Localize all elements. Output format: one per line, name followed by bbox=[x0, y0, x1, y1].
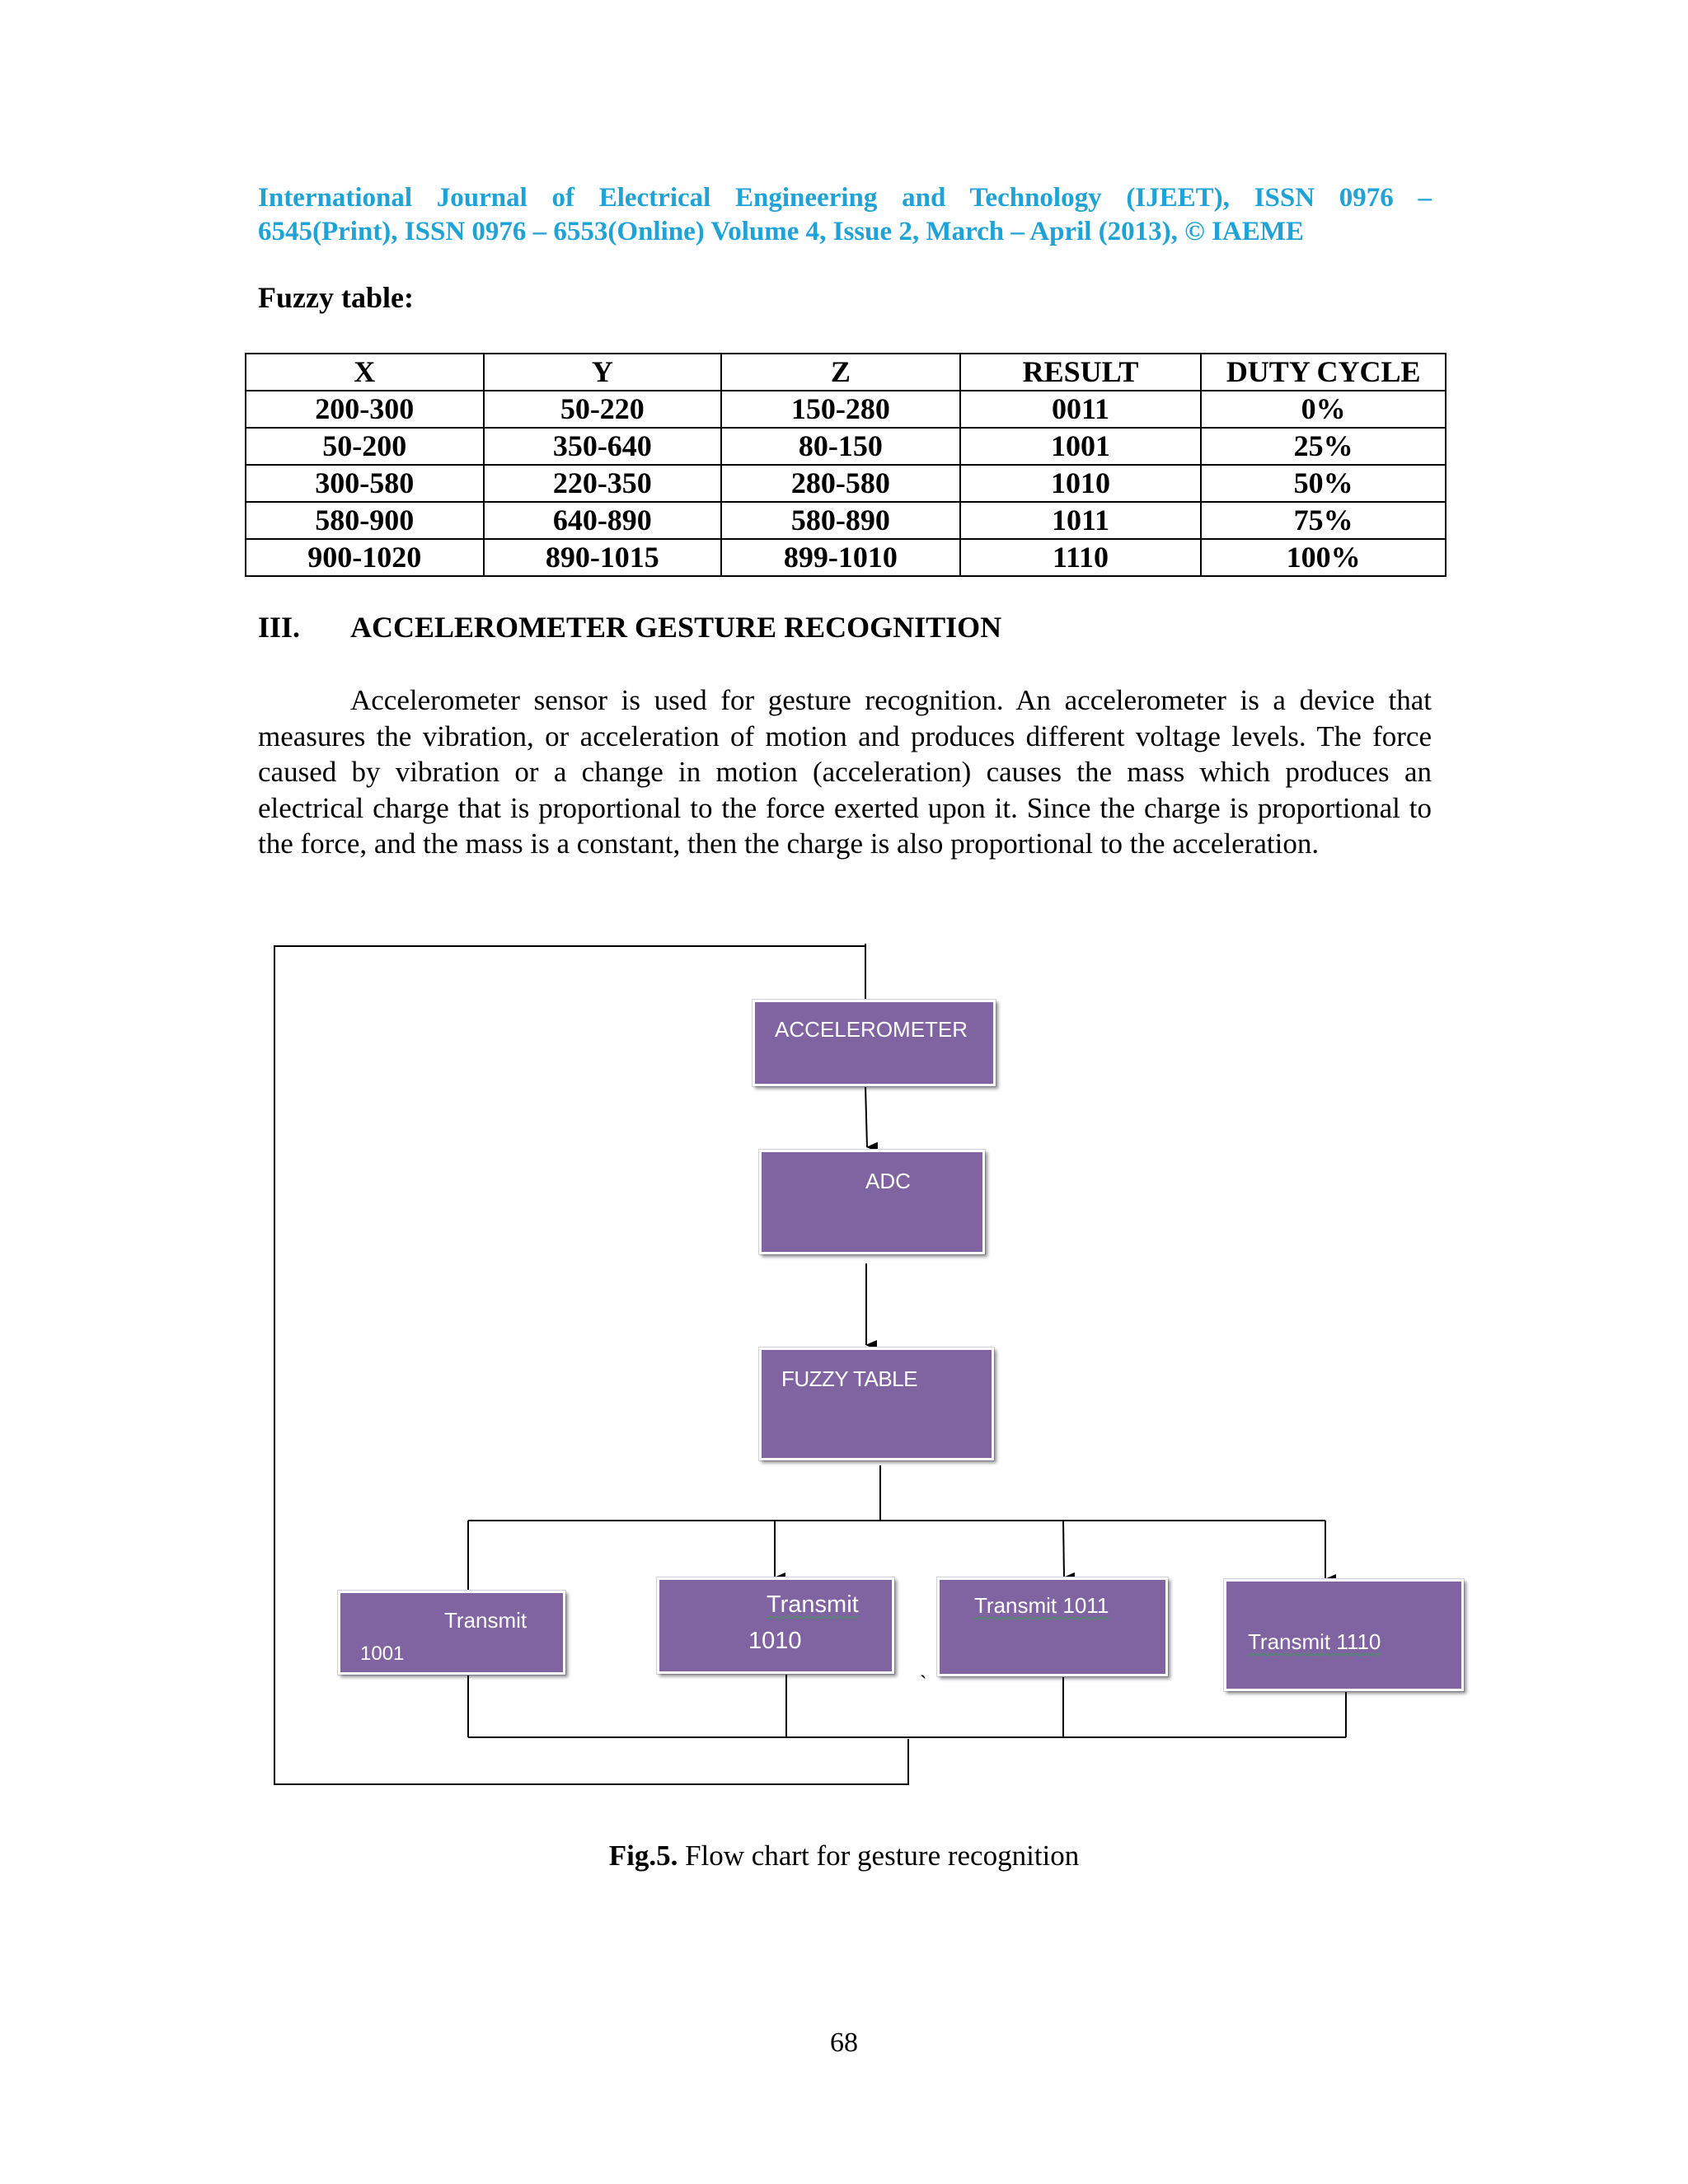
fuzzy-table-label: FUZZY TABLE bbox=[781, 1366, 917, 1391]
col-header-y: Y bbox=[484, 354, 722, 391]
table-cell: 100% bbox=[1201, 539, 1446, 576]
table-cell: 75% bbox=[1201, 502, 1446, 539]
table-row bbox=[246, 428, 1446, 465]
fuzzy-table bbox=[245, 353, 1447, 577]
transmit-1001-label-bottom: 1001 bbox=[360, 1643, 405, 1665]
page-number: 68 bbox=[830, 2027, 858, 2058]
table-row bbox=[246, 391, 1446, 428]
table-cell: 1011 bbox=[960, 502, 1202, 539]
arrow-accel-to-adc bbox=[865, 1086, 867, 1147]
table-cell: 1001 bbox=[960, 428, 1202, 465]
transmit-1110-box bbox=[1224, 1579, 1464, 1691]
adc-box bbox=[759, 1150, 985, 1254]
table-cell: 580-890 bbox=[721, 502, 960, 539]
journal-header bbox=[258, 181, 1432, 249]
section-heading bbox=[258, 610, 1001, 644]
table-cell: 0% bbox=[1201, 391, 1446, 428]
body-paragraph: Accelerometer sensor is used for gesture recognition. An accelerometer is a device that measures the vibration, or acceleration of motion and produces different voltage levels. The force caused by vibration or a change in motion (acceleration) causes the mass which produces an electrical charge that is proportional to the force exerted upon it. Since the charge is proportional to the force, and the mass is a constant, then the charge is also proportional to the acceleration. bbox=[258, 684, 1432, 860]
table-cell: 50-220 bbox=[484, 391, 722, 428]
col-header-result: RESULT bbox=[960, 354, 1202, 391]
table-row bbox=[246, 539, 1446, 576]
section-number: III. bbox=[258, 611, 301, 644]
table-cell: 350-640 bbox=[484, 428, 722, 465]
col-header-z: Z bbox=[721, 354, 960, 391]
table-cell: 0011 bbox=[960, 391, 1202, 428]
accelerometer-label: ACCELEROMETER bbox=[775, 1017, 968, 1042]
figure-caption-text: Flow chart for gesture recognition bbox=[678, 1840, 1080, 1872]
journal-header-line2: 6545(Print), ISSN 0976 – 6553(Online) Volume 4, Issue 2, March – April (2013), © IAEME bbox=[258, 217, 1304, 246]
table-cell: 50% bbox=[1201, 465, 1446, 502]
adc-label: ADC bbox=[865, 1169, 911, 1193]
table-cell: 80-150 bbox=[721, 428, 960, 465]
col-header-duty-cycle: DUTY CYCLE bbox=[1201, 354, 1446, 391]
table-cell: 25% bbox=[1201, 428, 1446, 465]
accelerometer-box bbox=[753, 1000, 996, 1086]
table-cell: 280-580 bbox=[721, 465, 960, 502]
table-cell: 890-1015 bbox=[484, 539, 722, 576]
table-cell: 300-580 bbox=[246, 465, 484, 502]
col-header-x: X bbox=[246, 354, 484, 391]
journal-header-line1: International Journal of Electrical Engineering and Technology (IJEET), ISSN 0976 – bbox=[258, 183, 1432, 213]
table-row bbox=[246, 465, 1446, 502]
transmit-1001-box bbox=[338, 1591, 565, 1675]
table-cell: 50-200 bbox=[246, 428, 484, 465]
table-cell: 899-1010 bbox=[721, 539, 960, 576]
fuzzy-table-box bbox=[759, 1347, 994, 1460]
transmit-1011-box bbox=[937, 1577, 1168, 1676]
table-cell: 150-280 bbox=[721, 391, 960, 428]
transmit-1010-label-bottom: 1010 bbox=[748, 1628, 802, 1654]
table-header-row bbox=[246, 354, 1446, 391]
transmit-1010-box bbox=[657, 1577, 894, 1674]
figure-caption bbox=[0, 1840, 1688, 1872]
table-cell: 200-300 bbox=[246, 391, 484, 428]
table-cell: 580-900 bbox=[246, 502, 484, 539]
table-row bbox=[246, 502, 1446, 539]
figure-caption-label: Fig.5. bbox=[608, 1840, 678, 1872]
table-cell: 640-890 bbox=[484, 502, 722, 539]
transmit-1110-label: Transmit 1110 bbox=[1248, 1629, 1381, 1654]
arrow-to-transmit-1011 bbox=[1063, 1521, 1064, 1577]
feedback-loop-line bbox=[274, 944, 908, 1784]
table-cell: 1010 bbox=[960, 465, 1202, 502]
table-cell: 220-350 bbox=[484, 465, 722, 502]
table-cell: 900-1020 bbox=[246, 539, 484, 576]
transmit-1011-label: Transmit 1011 bbox=[974, 1593, 1109, 1618]
table-cell: 1110 bbox=[960, 539, 1202, 576]
section-title: ACCELEROMETER GESTURE RECOGNITION bbox=[350, 611, 1002, 644]
table-title: Fuzzy table: bbox=[258, 281, 414, 314]
transmit-1001-label-top: Transmit bbox=[444, 1608, 528, 1633]
transmit-1010-label-top: Transmit bbox=[767, 1591, 859, 1618]
stray-mark: ` bbox=[920, 1671, 927, 1696]
